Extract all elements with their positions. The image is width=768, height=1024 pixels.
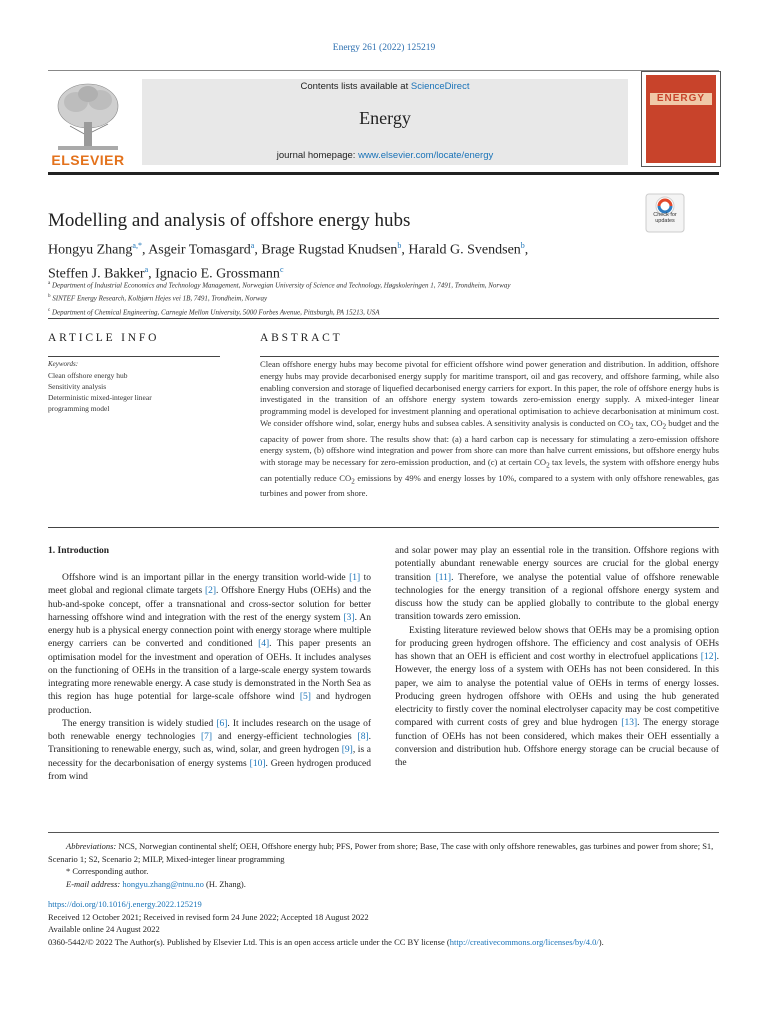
keyword-item: Deterministic mixed-integer linear [48,393,152,402]
citation-link[interactable]: [6] [216,718,228,729]
citation-link[interactable]: [7] [201,732,213,742]
citation-link[interactable]: [12] [700,652,717,662]
affiliation-mark[interactable]: b [397,241,402,250]
available-online: Available online 24 August 2022 [48,924,160,934]
citation-link[interactable]: [11] [435,572,452,583]
affiliation-text: Department of Industrial Economics and Technology Management, Norwegian University of Science and Technology, Høgskoleringen 1, 7491, Trondheim, Norway [51,281,511,290]
author-name[interactable]: Harald G. Svendsen [408,242,521,258]
affiliation-line [48,291,688,304]
keyword-item: programming model [48,404,110,413]
keywords-list [48,370,220,414]
article-info-rule [48,318,719,319]
abstract-segment: budget and the capacity of power from shore. The results show that: (a) a hard carbon cap is necessary for stimulating a zero-emission offshore energy system, (b) offshore wind integration and power from shore can more than halve current emissions, but offshore energy hubs with storage may be necessary for zero-emission production, and (c) at certain CO [260,417,719,468]
homepage-line [142,150,628,161]
abstract-text [260,359,719,500]
corresponding-footnote [48,865,719,878]
footnote-rule [48,832,719,833]
author-separator: , [524,242,529,258]
paragraph: Offshore wind is an important pillar in the energy transition world-wide [1] to meet global and regional climate targets [2]. Offshore Energy Hubs (OEHs) and the hub-and-spoke concept, offer a transnational and cross-sector solution for better harnessing offshore wind and integration with the rest of the energy system [3]. An energy hub is a physical energy connection point with energy storage where multiple energy carriers can be converted and conditioned [4]. This paper presents an optimisation model for the investment and operation of OEHs. It includes analyses on the functioning of OEHs in the transition of a large-scale energy system towards integrating more renewable energy. A case study is demonstrated in the North Sea as this region has huge potential for large-scale offshore wind [5] and hydrogen production. [48,573,372,716]
running-head[interactable]: Energy 261 (2022) 125219 [332,43,436,53]
affiliation-text: SINTEF Energy Research, Kolbjørn Hejes vei 1B, 7491, Trondheim, Norway [52,294,268,303]
affiliation-line [48,305,688,318]
elsevier-tree-icon [48,78,128,152]
section-heading: 1. Introduction [48,546,110,556]
contents-line [142,81,628,92]
citation-link[interactable]: [2] [204,586,217,597]
check-updates-label [644,212,686,224]
citation-link[interactable]: [5] [299,692,311,703]
received-dates: Received 12 October 2021; Received in revised form 24 June 2022; Accepted 18 August 2022 [48,911,369,922]
corresponding-mark: * [66,866,71,876]
affiliation-mark[interactable]: b [520,241,525,250]
keyword-item: Sensitivity analysis [48,382,107,391]
paragraph: Existing literature reviewed below shows that OEHs may be a promising option for producing green hydrogen offshore. The efficiency and cost analysis of OEHs has shown that an OEH is efficient and cost worthy in electrofuel applications [12]. However, the energy loss of a system with OEHs has not been considered. In this paper, we aim to analyse the potential value of OEHs in terms of energy losses. Producing green hydrogen offshore with OEHs and using the hub generated electricity to firstly cover the nominal electrolyser capacity may be cost competitive compared with current costs of grey and blue hydrogen [13]. The energy storage function of OEHs has not been considered, which makes their OEH essentially a conversion and distribution hub. Offshore energy storage can be crucial because of the [395,625,719,768]
abstract-segment: tax levels, the system with offshore energy hubs can potentially reduce CO [260,457,719,483]
journal-homepage-link[interactable]: www.elsevier.com/locate/energy [358,150,494,161]
affiliation-letter: b [48,294,51,300]
citation-link[interactable]: [10] [249,758,266,769]
affiliations [48,278,688,318]
publisher-logo-text: ELSEVIER [51,152,125,168]
keywords-label: Keywords: [48,360,79,368]
header-rule-top [48,70,719,71]
body-column-left [48,572,371,784]
author-name[interactable]: Brage Rugstad Knudsen [261,242,398,258]
citation-link[interactable]: [13] [621,718,638,729]
affiliation-letter: a [48,281,51,286]
subscript: 2 [629,422,634,431]
doi-link[interactable]: https://doi.org/10.1016/j.energy.2022.125219 [48,899,202,909]
affiliation-mark[interactable]: a [250,241,255,250]
email-link[interactable]: hongyu.zhang@ntnu.no [122,878,204,889]
cover-image [646,75,716,163]
cover-title: ENERGY [650,93,712,105]
abbreviations-text: NCS, Norwegian continental shelf; OEH, Offshore energy hub; PFS, Power from shore; Base, The case with only offshore renewables, gas turbines and power from shore; S1, Scenario 1; S2, Scenario 2; MILP, Mixed-integer linear programming [48,841,714,864]
corresponding-text: Corresponding author. [70,866,149,876]
article-info-underline [48,356,220,357]
article-title: Modelling and analysis of offshore energy hubs [48,210,411,231]
author-name[interactable]: Steffen J. Bakker [48,266,145,282]
citation-link[interactable]: [1] [349,573,361,583]
affiliation-text: Department of Chemical Engineering, Carnegie Mellon University, 5000 Forbes Avenue, Pittsburgh, PA 15213, USA [51,307,380,316]
abbreviations-label: Abbreviations: [66,841,117,851]
affiliation-mark[interactable]: c [279,264,284,274]
citation-link[interactable]: [4] [258,639,270,650]
subscript: 2 [351,477,355,486]
header-rule-bottom [48,172,719,175]
email-suffix: (H. Zhang). [203,878,246,889]
email-label: E-mail address: [66,878,121,889]
author-list [48,236,688,283]
author-name[interactable]: Asgeir Tomasgard [148,242,251,258]
check-updates-line2: updates [655,218,675,224]
affiliation-line [48,278,688,291]
publication-info [48,898,719,948]
affiliation-mark[interactable]: a,* [132,241,142,250]
author-separator: , [401,242,409,258]
author-separator: , [141,242,149,258]
affiliation-letter: c [48,307,51,313]
keyword-item: Clean offshore energy hub [48,371,128,380]
paragraph: The energy transition is widely studied [6]. It includes research on the usage of both renewable energy technologies [7] and energy-efficient technologies [8]. Transitioning to renewable energy, such as, wind, solar, and green hydrogen [9], is a necessity for the decarbonisation of energy systems [10]. Green hydrogen produced from wind [48,718,372,782]
abbreviations-footnote [48,840,719,865]
subscript: 2 [546,461,550,470]
paragraph: and solar power may play an essential role in the transition. Offshore regions with potentially abundant renewable energy sources are crucial for the global energy transition [11]. Therefore, we analyse the potential value of offshore renewable technologies for the energy transition of a regional offshore energy system and discuss how the study can be applied globally to contribute to the global energy transition towards zero emission. [395,546,719,623]
abstract-segment: tax, CO [633,417,663,428]
abstract-segment: Clean offshore energy hubs may become pivotal for efficient offshore wind power generation and distribution. In addition, offshore energy hubs may provide decarbonised energy supply for maritime transport, oil and gas recovery, and offshore farming, while also enabling conversion and storage of liquefied decarbonised energy carriers for export. In this paper, the role of offshore energy hubs is investigated in the transition of an offshore energy system towards zero-emission energy supply. A mixed-integer linear programming model is developed for investment planning and operational optimisation to achieve decarbonisation at minimum cost. We consider offshore wind, solar, energy hubs and subsea cables. A sensitivity analysis is conducted on CO [260,359,719,428]
author-separator: , [148,266,156,282]
license-link[interactable]: http://creativecommons.org/licenses/by/4.0/ [449,936,599,947]
license-suffix: ). [598,936,604,947]
affiliation-mark[interactable]: a [144,264,149,274]
journal-name: Energy [359,108,411,128]
abstract-underline [260,356,719,357]
author-name[interactable]: Hongyu Zhang [48,242,133,258]
author-name[interactable]: Ignacio E. Grossmann [155,266,280,282]
check-updates-line1: Check for [653,212,677,218]
contents-prefix: Contents lists available at [300,81,411,92]
abstract-segment: emissions by 49% and energy losses by 10%, compared to a system with only offshore renewables, gas turbines and power from shore. [260,472,719,499]
body-column-right [395,545,719,770]
citation-link[interactable]: [3] [343,612,355,623]
subscript: 2 [662,422,667,431]
article-info-heading: ARTICLE INFO [48,332,160,344]
license-prefix: 0360-5442/© 2022 The Author(s). Published by Elsevier Ltd. This is an open access article under the CC BY license ( [48,936,450,947]
journal-cover-thumbnail[interactable] [641,71,721,167]
sciencedirect-link[interactable]: ScienceDirect [410,81,470,92]
license-line [48,936,719,949]
homepage-prefix: journal homepage: [276,150,359,161]
footnotes [48,840,719,890]
citation-link[interactable]: [9] [341,745,353,756]
author-separator: , [254,242,262,258]
citation-link[interactable]: [8] [357,732,369,742]
email-footnote [48,878,719,891]
abstract-heading: ABSTRACT [260,332,343,344]
body-divider [48,527,719,528]
